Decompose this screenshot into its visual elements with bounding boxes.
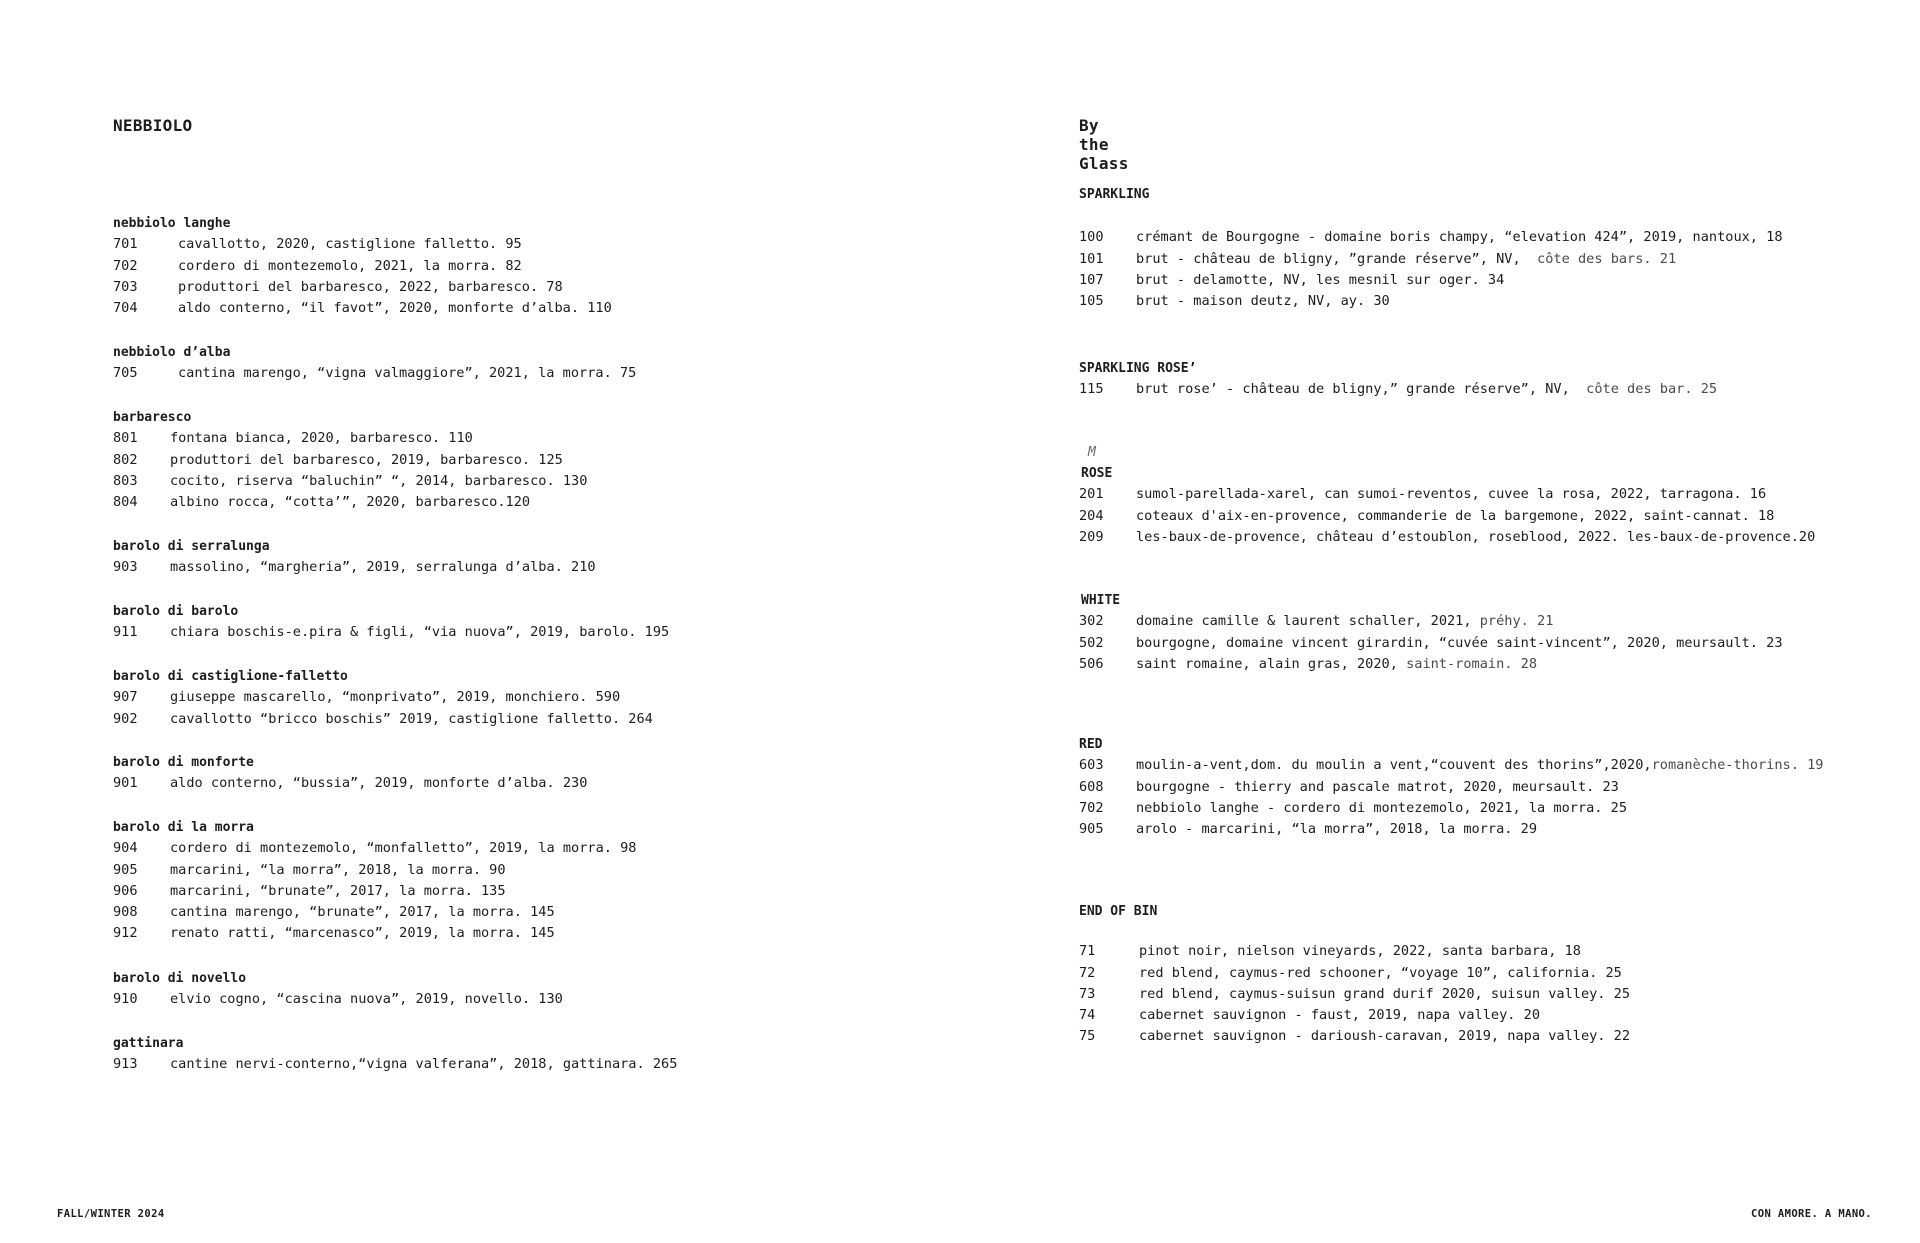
wine-entry xyxy=(1079,379,1920,400)
wine-description: cordero di montezemolo, 2021, la morra. 82 xyxy=(178,257,522,274)
section-white xyxy=(1079,590,1920,675)
wine-location: côte des bars. 21 xyxy=(1537,250,1677,267)
wine-number: 904 xyxy=(113,840,138,857)
footer-tagline: CON AMORE. A MANO. xyxy=(1751,1208,1872,1220)
wine-description: marcarini, “brunate”, 2017, la morra. 135 xyxy=(170,882,506,899)
section-rose xyxy=(1079,463,1920,548)
section-red xyxy=(1079,734,1920,840)
wine-description: cantine nervi-conterno,“vigna valferana”, 2018, gattinara. 265 xyxy=(170,1056,678,1073)
wine-entry xyxy=(113,363,1013,384)
wine-description: produttori del barbaresco, 2019, barbaresco. 125 xyxy=(170,451,563,468)
wine-description: produttori del barbaresco, 2022, barbaresco. 78 xyxy=(178,278,563,295)
section-nebbiolo-langhe xyxy=(113,213,1013,319)
handwritten-mark: M xyxy=(1088,445,1096,460)
section-title: barolo di castiglione-falletto xyxy=(113,669,348,684)
wine-description: cabernet sauvignon - darioush-caravan, 2019, napa valley. 22 xyxy=(1139,1028,1631,1045)
wine-number: 204 xyxy=(1079,507,1104,524)
wine-entry xyxy=(113,1054,1013,1075)
section-barbaresco xyxy=(113,407,1013,513)
wine-entry xyxy=(113,428,1013,449)
wine-entry xyxy=(1079,611,1920,632)
wine-description: renato ratti, “marcenasco”, 2019, la morra. 145 xyxy=(170,925,555,942)
wine-number: 107 xyxy=(1079,271,1104,288)
wine-location: préhy. 21 xyxy=(1479,613,1554,630)
wine-entry xyxy=(113,450,1013,471)
wine-number: 802 xyxy=(113,451,138,468)
wine-number: 209 xyxy=(1079,528,1104,545)
section-title: barbaresco xyxy=(113,410,192,425)
section-nebbiolo-dalba xyxy=(113,342,1013,385)
wine-entry xyxy=(113,492,1013,513)
wine-entry xyxy=(1079,270,1920,291)
wine-location: romanèche-thorins. 19 xyxy=(1651,757,1824,774)
section-title: gattinara xyxy=(113,1036,184,1051)
wine-description: moulin-a-vent,dom. du moulin a vent,“couvent des thorins”,2020, xyxy=(1136,757,1652,774)
wine-description: marcarini, “la morra”, 2018, la morra. 90 xyxy=(170,861,506,878)
section-sparkling xyxy=(1079,184,1920,312)
wine-entry xyxy=(1079,506,1920,527)
wine-entry xyxy=(1079,484,1920,505)
wine-description: fontana bianca, 2020, barbaresco. 110 xyxy=(170,430,473,447)
wine-description: chiara boschis-e.pira & figli, “via nuova”, 2019, barolo. 195 xyxy=(170,624,670,641)
wine-description: aldo conterno, “bussia”, 2019, monforte d’alba. 230 xyxy=(170,775,588,792)
wine-number: 801 xyxy=(113,430,138,447)
wine-location: côte des bar. 25 xyxy=(1586,381,1718,398)
wine-entry xyxy=(113,902,1013,923)
wine-entry xyxy=(113,622,1013,643)
wine-entry xyxy=(113,838,1013,859)
wine-number: 912 xyxy=(113,925,138,942)
section-title: barolo di novello xyxy=(113,971,247,986)
wine-number: 905 xyxy=(1079,821,1104,838)
wine-number: 115 xyxy=(1079,381,1104,398)
wine-entry xyxy=(1079,984,1920,1005)
wine-entry xyxy=(1079,819,1920,840)
wine-description: bourgogne, domaine vincent girardin, “cuvée saint-vincent”, 2020, meursault. 23 xyxy=(1136,634,1783,651)
section-barolo-di-barolo xyxy=(113,601,1013,644)
wine-entry xyxy=(1079,941,1920,962)
wine-number: 100 xyxy=(1079,229,1104,246)
wine-number: 902 xyxy=(113,710,138,727)
wine-number: 804 xyxy=(113,494,138,511)
section-title: WHITE xyxy=(1081,593,1121,608)
section-gattinara xyxy=(113,1033,1013,1076)
section-end-of-bin xyxy=(1079,901,1920,1048)
wine-number: 506 xyxy=(1079,655,1104,672)
wine-number: 910 xyxy=(113,991,138,1008)
section-barolo-di-la-morra xyxy=(113,817,1013,945)
wine-description: red blend, caymus-suisun grand durif 2020, suisun valley. 25 xyxy=(1139,985,1631,1002)
wine-entry xyxy=(1079,654,1920,675)
wine-number: 74 xyxy=(1079,1007,1096,1024)
wine-location: saint-romain. 28 xyxy=(1406,655,1538,672)
wine-number: 903 xyxy=(113,559,138,576)
wine-number: 72 xyxy=(1079,964,1096,981)
wine-description: sumol-parellada-xarel, can sumoi-reventos, cuvee la rosa, 2022, tarragona. 16 xyxy=(1136,486,1767,503)
wine-number: 75 xyxy=(1079,1028,1096,1045)
wine-number: 201 xyxy=(1079,486,1104,503)
wine-entry xyxy=(1079,291,1920,312)
wine-description: elvio cogno, “cascina nuova”, 2019, novello. 130 xyxy=(170,991,563,1008)
wine-number: 906 xyxy=(113,882,138,899)
section-title: barolo di barolo xyxy=(113,604,239,619)
section-title: nebbiolo d’alba xyxy=(113,345,231,360)
section-title: barolo di serralunga xyxy=(113,539,270,554)
wine-entry xyxy=(1079,755,1920,776)
wine-entry xyxy=(113,298,1013,319)
wine-number: 701 xyxy=(113,236,138,253)
section-title: SPARKLING xyxy=(1079,187,1150,202)
wine-number: 905 xyxy=(113,861,138,878)
wine-description: brut rose’ - château de bligny,” grande réserve”, NV, xyxy=(1136,381,1587,398)
wine-entry xyxy=(113,234,1013,255)
wine-entry xyxy=(113,471,1013,492)
wine-description: domaine camille & laurent schaller, 2021, xyxy=(1136,613,1480,630)
wine-number: 908 xyxy=(113,904,138,921)
wine-number: 73 xyxy=(1079,985,1096,1002)
wine-description: brut - château de bligny, ”grande réserve”, NV, xyxy=(1136,250,1538,267)
section-title: barolo di monforte xyxy=(113,755,254,770)
wine-description: cavallotto “bricco boschis” 2019, castiglione falletto. 264 xyxy=(170,710,653,727)
section-title: RED xyxy=(1079,737,1103,752)
wine-description: cantina marengo, “brunate”, 2017, la morra. 145 xyxy=(170,904,555,921)
wine-description: red blend, caymus-red schooner, “voyage 10”, california. 25 xyxy=(1139,964,1622,981)
wine-number: 911 xyxy=(113,624,138,641)
wine-description: massolino, “margheria”, 2019, serralunga d’alba. 210 xyxy=(170,559,596,576)
section-title: ROSE xyxy=(1081,466,1113,481)
wine-entry xyxy=(113,923,1013,944)
wine-entry xyxy=(113,687,1013,708)
wine-number: 803 xyxy=(113,472,138,489)
section-title: nebbiolo langhe xyxy=(113,216,231,231)
wine-entry xyxy=(113,557,1013,578)
wine-description: cocito, riserva “baluchin” “, 2014, barbaresco. 130 xyxy=(170,472,588,489)
wine-number: 704 xyxy=(113,300,138,317)
by-the-glass-title: By the Glass xyxy=(1079,116,1129,173)
wine-number: 105 xyxy=(1079,293,1104,310)
wine-number: 71 xyxy=(1079,943,1096,960)
wine-number: 101 xyxy=(1079,250,1104,267)
wine-description: arolo - marcarini, “la morra”, 2018, la morra. 29 xyxy=(1136,821,1538,838)
wine-description: giuseppe mascarello, “monprivato”, 2019, monchiero. 590 xyxy=(170,689,621,706)
wine-number: 302 xyxy=(1079,613,1104,630)
section-barolo-di-castiglione-falletto xyxy=(113,666,1013,730)
section-sparkling-rose xyxy=(1079,358,1920,401)
wine-number: 913 xyxy=(113,1056,138,1073)
section-barolo-di-serralunga xyxy=(113,536,1013,579)
wine-entry xyxy=(1079,798,1920,819)
wine-description: crémant de Bourgogne - domaine boris champy, “elevation 424”, 2019, nantoux, 18 xyxy=(1136,229,1783,246)
wine-number: 702 xyxy=(113,257,138,274)
wine-entry xyxy=(113,881,1013,902)
footer-season: FALL/WINTER 2024 xyxy=(57,1208,165,1220)
section-barolo-di-novello xyxy=(113,968,1013,1011)
wine-entry xyxy=(1079,633,1920,654)
wine-number: 603 xyxy=(1079,757,1104,774)
nebbiolo-title: NEBBIOLO xyxy=(113,116,193,135)
wine-entry xyxy=(113,989,1013,1010)
section-title: END OF BIN xyxy=(1079,904,1158,919)
wine-number: 608 xyxy=(1079,778,1104,795)
wine-description: bourgogne - thierry and pascale matrot, 2020, meursault. 23 xyxy=(1136,778,1619,795)
wine-entry xyxy=(1079,527,1920,548)
wine-number: 502 xyxy=(1079,634,1104,651)
wine-entry xyxy=(1079,1005,1920,1026)
wine-description: aldo conterno, “il favot”, 2020, monforte d’alba. 110 xyxy=(178,300,612,317)
wine-number: 901 xyxy=(113,775,138,792)
wine-description: brut - delamotte, NV, les mesnil sur oger. 34 xyxy=(1136,271,1505,288)
wine-entry xyxy=(1079,227,1920,248)
wine-entry xyxy=(113,277,1013,298)
section-title: barolo di la morra xyxy=(113,820,254,835)
wine-description: cavallotto, 2020, castiglione falletto. 95 xyxy=(178,236,522,253)
wine-description: brut - maison deutz, NV, ay. 30 xyxy=(1136,293,1390,310)
section-barolo-di-monforte xyxy=(113,752,1013,795)
wine-description: les-baux-de-provence, château d’estoublon, roseblood, 2022. les-baux-de-provence.20 xyxy=(1136,528,1816,545)
wine-description: coteaux d'aix-en-provence, commanderie de la bargemone, 2022, saint-cannat. 18 xyxy=(1136,507,1775,524)
wine-description: pinot noir, nielson vineyards, 2022, santa barbara, 18 xyxy=(1139,943,1581,960)
section-title: SPARKLING ROSE’ xyxy=(1079,361,1197,376)
wine-entry xyxy=(1079,1026,1920,1047)
wine-description: cabernet sauvignon - faust, 2019, napa valley. 20 xyxy=(1139,1007,1541,1024)
wine-description: albino rocca, “cotta’”, 2020, barbaresco.120 xyxy=(170,494,531,511)
wine-entry xyxy=(113,709,1013,730)
wine-description: cordero di montezemolo, “monfalletto”, 2019, la morra. 98 xyxy=(170,840,637,857)
wine-entry xyxy=(113,256,1013,277)
wine-entry xyxy=(113,860,1013,881)
wine-number: 907 xyxy=(113,689,138,706)
wine-entry xyxy=(1079,777,1920,798)
wine-number: 702 xyxy=(1079,799,1104,816)
wine-description: cantina marengo, “vigna valmaggiore”, 2021, la morra. 75 xyxy=(178,365,637,382)
wine-number: 703 xyxy=(113,278,138,295)
wine-description: nebbiolo langhe - cordero di montezemolo, 2021, la morra. 25 xyxy=(1136,799,1628,816)
wine-entry xyxy=(113,773,1013,794)
wine-number: 705 xyxy=(113,365,138,382)
wine-description: saint romaine, alain gras, 2020, xyxy=(1136,655,1407,672)
wine-entry xyxy=(1079,249,1920,270)
wine-entry xyxy=(1079,963,1920,984)
